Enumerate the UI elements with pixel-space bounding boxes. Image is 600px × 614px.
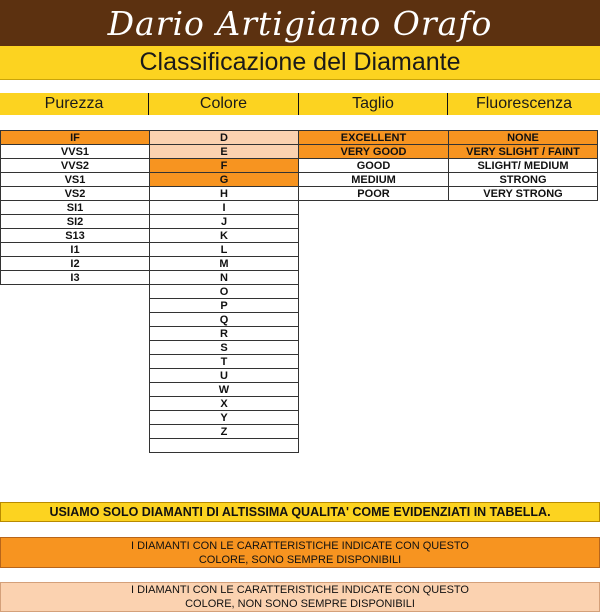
brand-banner — [0, 0, 600, 46]
colore-cell: T — [149, 354, 299, 369]
colore-cell: X — [149, 396, 299, 411]
taglio-cell: EXCELLENT — [298, 130, 449, 145]
taglio-column — [298, 130, 449, 201]
fluorescenza-cell: SLIGHT/ MEDIUM — [448, 158, 598, 173]
legend-not-available-line2: COLORE, NON SONO SEMPRE DISPONIBILI — [185, 598, 415, 610]
colore-cell: J — [149, 214, 299, 229]
quality-notice — [0, 502, 600, 522]
column-header-colore: Colore — [149, 93, 299, 115]
colore-cell: E — [149, 144, 299, 159]
purezza-cell: VVS1 — [0, 144, 150, 159]
quality-notice-text: USIAMO SOLO DIAMANTI DI ALTISSIMA QUALITA' COME EVIDENZIATI IN TABELLA. — [49, 505, 551, 519]
taglio-cell: GOOD — [298, 158, 449, 173]
colore-cell: O — [149, 284, 299, 299]
column-header-row — [0, 93, 600, 115]
colore-cell: W — [149, 382, 299, 397]
colore-cell: Z — [149, 424, 299, 439]
colore-cell: N — [149, 270, 299, 285]
fluorescenza-cell: VERY STRONG — [448, 186, 598, 201]
purezza-cell: VS2 — [0, 186, 150, 201]
colore-cell: D — [149, 130, 299, 145]
taglio-cell: POOR — [298, 186, 449, 201]
page-title — [0, 46, 600, 80]
legend-not-available — [0, 582, 600, 612]
purezza-cell: I2 — [0, 256, 150, 271]
colore-cell: Y — [149, 410, 299, 425]
colore-cell: S — [149, 340, 299, 355]
colore-cell: F — [149, 158, 299, 173]
legend-available-line1: I DIAMANTI CON LE CARATTERISTICHE INDICATE CON QUESTO — [131, 539, 469, 552]
fluorescenza-cell: STRONG — [448, 172, 598, 187]
taglio-cell: MEDIUM — [298, 172, 449, 187]
colore-cell: P — [149, 298, 299, 313]
colore-cell: I — [149, 200, 299, 215]
purezza-cell: S13 — [0, 228, 150, 243]
legend-available — [0, 537, 600, 568]
fluorescenza-column — [448, 130, 598, 201]
colore-cell — [149, 438, 299, 453]
purezza-cell: VVS2 — [0, 158, 150, 173]
colore-cell: U — [149, 368, 299, 383]
colore-cell: K — [149, 228, 299, 243]
taglio-cell: VERY GOOD — [298, 144, 449, 159]
fluorescenza-cell: NONE — [448, 130, 598, 145]
column-header-purezza: Purezza — [0, 93, 149, 115]
purezza-cell: I3 — [0, 270, 150, 285]
purezza-cell: I1 — [0, 242, 150, 257]
brand-logo-text: Dario Artigiano Orafo — [107, 3, 493, 43]
column-header-taglio: Taglio — [299, 93, 448, 115]
purezza-cell: VS1 — [0, 172, 150, 187]
colore-cell: G — [149, 172, 299, 187]
colore-cell: H — [149, 186, 299, 201]
purezza-column — [0, 130, 150, 285]
colore-cell: Q — [149, 312, 299, 327]
purezza-cell: SI2 — [0, 214, 150, 229]
legend-not-available-line1: I DIAMANTI CON LE CARATTERISTICHE INDICATE CON QUESTO — [131, 584, 469, 596]
purezza-cell: SI1 — [0, 200, 150, 215]
colore-column — [149, 130, 299, 453]
column-header-fluorescenza: Fluorescenza — [475, 95, 573, 112]
purezza-cell: IF — [0, 130, 150, 145]
colore-cell: R — [149, 326, 299, 341]
legend-available-line2: COLORE, SONO SEMPRE DISPONIBILI — [198, 553, 402, 566]
fluorescenza-cell: VERY SLIGHT / FAINT — [448, 144, 598, 159]
page-title-text: Classificazione del Diamante — [139, 48, 461, 76]
colore-cell: L — [149, 242, 299, 257]
colore-cell: M — [149, 256, 299, 271]
